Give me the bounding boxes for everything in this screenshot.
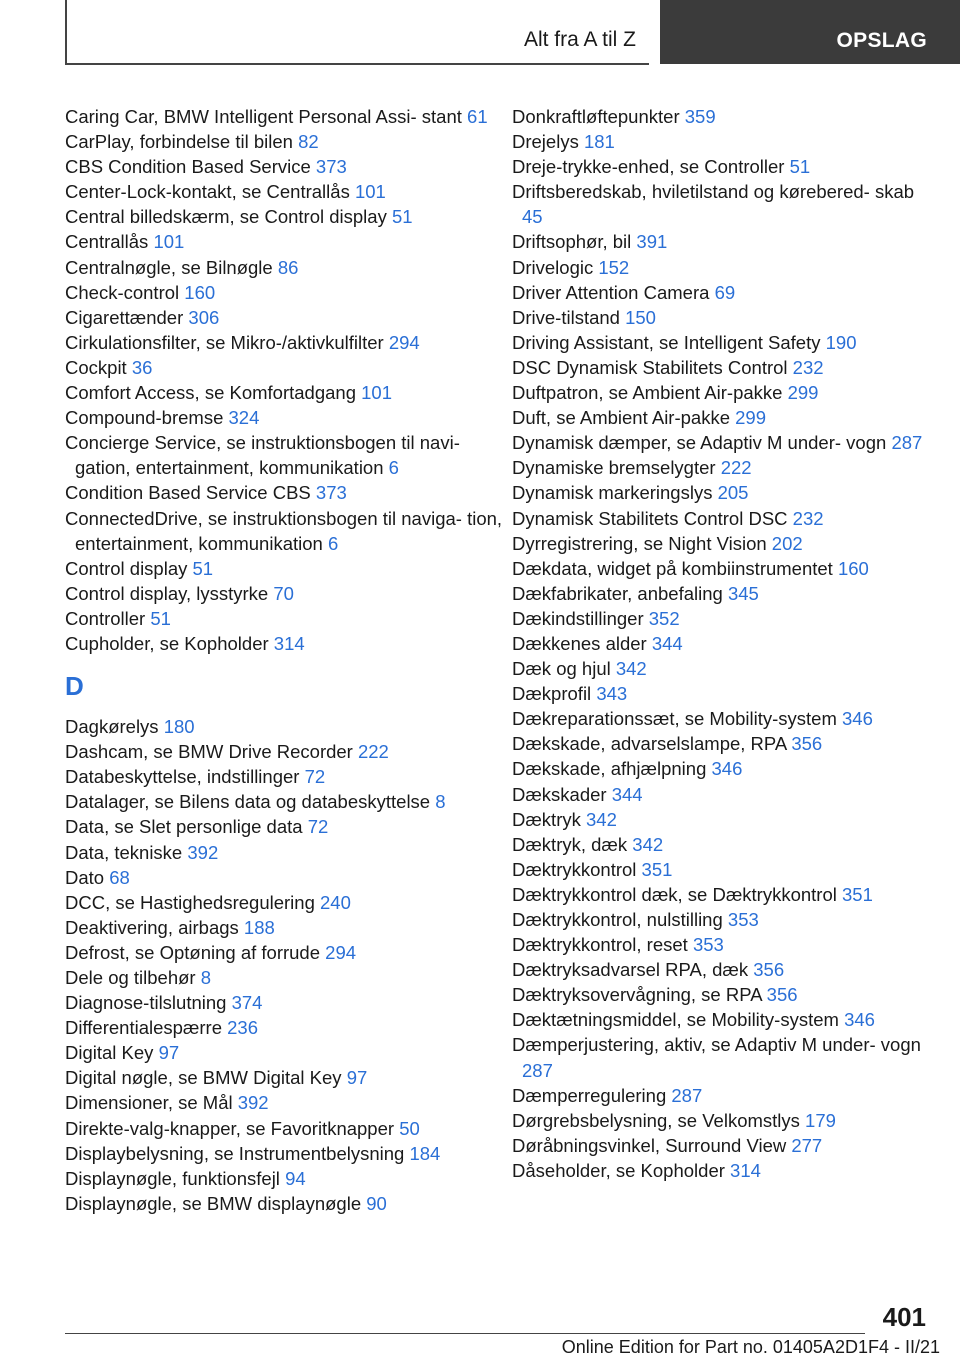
index-entry-page-link[interactable]: 69 xyxy=(714,281,736,303)
index-entry-page-link[interactable]: 314 xyxy=(730,1159,761,1181)
index-entry-term: CarPlay, forbindelse til bilen xyxy=(65,131,293,153)
index-entry-page-link[interactable]: 51 xyxy=(150,607,171,629)
index-entry xyxy=(512,506,932,531)
index-entry-term: Dele og tilbehør xyxy=(65,967,196,988)
index-entry-term: Direkte-valg-knapper, se Favoritknapper xyxy=(65,1117,395,1139)
index-entry-term: Diagnose-tilslutning xyxy=(65,992,227,1014)
index-entry-page-link[interactable]: 356 xyxy=(766,984,798,1006)
index-entry-page-link[interactable]: 353 xyxy=(692,934,724,956)
index-entry-term: Dæktrykkontrol, nulstilling xyxy=(512,909,723,930)
index-entry xyxy=(65,1191,505,1216)
index-entry-page-link[interactable]: 179 xyxy=(805,1109,836,1131)
index-entry-page-link[interactable]: 86 xyxy=(277,256,299,278)
index-entry xyxy=(65,255,505,280)
index-entry-term: Control display xyxy=(65,557,188,579)
index-entry-term: Dashcam, se BMW Drive Recorder xyxy=(65,741,353,763)
index-entry xyxy=(512,1108,932,1133)
index-entry-page-link[interactable]: 356 xyxy=(791,733,823,755)
index-entry xyxy=(65,915,505,940)
index-entry-term: Dæktætningsmiddel, se Mobility-system xyxy=(512,1009,839,1031)
index-entry-page-link[interactable]: 351 xyxy=(842,883,873,905)
index-entry-page-link[interactable]: 101 xyxy=(354,181,386,203)
index-entry-page-link[interactable]: 188 xyxy=(243,916,275,938)
index-entry-term: Dækreparationssæt, se Mobility-system xyxy=(512,708,837,730)
index-entry-term: Duft, se Ambient Air-pakke xyxy=(512,407,730,429)
index-entry xyxy=(65,154,505,179)
index-entry-page-link[interactable]: 306 xyxy=(188,306,220,328)
index-entry-page-link[interactable]: 277 xyxy=(791,1134,823,1156)
header-line-left xyxy=(65,0,67,64)
index-entry-term: Drivelogic xyxy=(512,256,594,278)
index-entry xyxy=(512,882,932,907)
index-entry-page-link[interactable]: 346 xyxy=(842,708,873,730)
index-entry-page-link[interactable]: 345 xyxy=(727,582,759,604)
index-entry-page-link[interactable]: 8 xyxy=(435,791,446,813)
header-chapter-tab[interactable]: OPSLAG xyxy=(660,0,960,64)
index-entry-page-link[interactable]: 51 xyxy=(789,156,811,178)
index-entry-page-link[interactable]: 373 xyxy=(315,156,347,178)
index-entry xyxy=(65,506,505,556)
index-entry xyxy=(512,455,932,480)
index-entry-page-link[interactable]: 359 xyxy=(684,106,716,127)
index-entry-term: Check-control xyxy=(65,281,180,303)
index-entry xyxy=(65,1166,505,1191)
index-entry-page-link[interactable]: 101 xyxy=(361,382,393,404)
index-entry-term: Controller xyxy=(65,607,146,629)
index-entry-term: Center-Lock-kontakt, se Centrallås xyxy=(65,181,350,203)
index-entry xyxy=(65,606,505,631)
index-entry-term: Dækindstillinger xyxy=(512,607,644,629)
index-entry xyxy=(512,982,932,1007)
index-entry-page-link[interactable]: 342 xyxy=(586,808,617,830)
index-entry xyxy=(512,531,932,556)
index-entry-page-link[interactable]: 299 xyxy=(735,407,767,429)
index-entry-page-link[interactable]: 240 xyxy=(320,891,351,913)
index-entry-term: Dækfabrikater, anbefaling xyxy=(512,582,723,604)
index-entry-term: Caring Car, BMW Intelligent Personal Assi- stant xyxy=(65,106,462,127)
index-entry-term: Dimensioner, se Mål xyxy=(65,1092,233,1114)
index-entry-term: Drejelys xyxy=(512,131,579,153)
index-entry-page-link[interactable]: 343 xyxy=(596,683,628,705)
index-entry xyxy=(65,714,505,739)
index-entry xyxy=(512,129,932,154)
index-entry xyxy=(65,229,505,254)
index-entry xyxy=(512,380,932,405)
index-entry xyxy=(512,280,932,305)
index-entry-page-link[interactable]: 346 xyxy=(844,1009,875,1031)
index-entry-page-link[interactable]: 97 xyxy=(158,1042,180,1064)
index-entry-term: Dæktryk, dæk xyxy=(512,833,628,855)
index-column-right xyxy=(512,104,932,1183)
index-entry xyxy=(65,990,505,1015)
index-entry-term: Centrallås xyxy=(65,231,149,253)
index-entry-page-link[interactable]: 287 xyxy=(671,1084,703,1106)
index-entry-page-link[interactable]: 324 xyxy=(228,407,260,429)
index-entry xyxy=(65,940,505,965)
index-entry xyxy=(512,681,932,706)
index-entry xyxy=(512,581,932,606)
index-entry xyxy=(512,731,932,756)
index-entry-page-link[interactable]: 6 xyxy=(388,457,399,479)
index-entry-page-link[interactable]: 287 xyxy=(522,1059,553,1081)
index-entry-page-link[interactable]: 294 xyxy=(325,941,357,963)
index-entry-term: Dækskade, afhjælpning xyxy=(512,758,707,780)
index-entry xyxy=(512,656,932,681)
index-entry-term: Døråbningsvinkel, Surround View xyxy=(512,1134,787,1156)
index-entry-term: Driver Attention Camera xyxy=(512,281,710,303)
index-entry xyxy=(65,480,505,505)
index-entry-term: Dreje-trykke-enhed, se Controller xyxy=(512,156,785,178)
index-entry-page-link[interactable]: 352 xyxy=(648,607,680,629)
index-entry xyxy=(65,1090,505,1115)
index-entry-term: Dækkenes alder xyxy=(512,632,647,654)
index-entry xyxy=(512,355,932,380)
index-entry-page-link[interactable]: 82 xyxy=(298,131,319,153)
index-entry-term: Dato xyxy=(65,866,105,888)
index-entry-page-link[interactable]: 160 xyxy=(184,281,216,303)
index-entry-page-link[interactable]: 180 xyxy=(163,716,195,738)
index-entry-term: Dynamisk Stabilitets Control DSC xyxy=(512,507,788,529)
index-entry-term: Compound-bremse xyxy=(65,407,224,429)
index-entry-page-link[interactable]: 97 xyxy=(346,1067,368,1089)
index-entry-page-link[interactable]: 353 xyxy=(727,909,759,930)
index-entry xyxy=(65,1065,505,1090)
index-entry xyxy=(512,104,932,129)
index-entry xyxy=(65,405,505,430)
index-entry-page-link[interactable]: 287 xyxy=(891,432,923,454)
index-entry xyxy=(65,739,505,764)
index-entry-term: Displaynøgle, se BMW displaynøgle xyxy=(65,1192,362,1214)
index-entry-page-link[interactable]: 299 xyxy=(787,382,819,404)
index-entry-term: Data, se Slet personlige data xyxy=(65,816,303,838)
index-entry-term: Dækprofil xyxy=(512,683,592,705)
index-entry xyxy=(65,204,505,229)
index-entry-term: Concierge Service, se instruktionsbogen til navi- gation, entertainment, kommunikation xyxy=(65,432,460,479)
index-entry-page-link[interactable]: 68 xyxy=(109,866,130,888)
index-entry xyxy=(512,330,932,355)
index-entry xyxy=(65,631,505,656)
index-entry xyxy=(65,330,505,355)
index-entry-term: Cockpit xyxy=(65,356,127,378)
index-entry-term: Dæktrykkontrol xyxy=(512,858,637,880)
index-entry-page-link[interactable]: 202 xyxy=(771,532,803,554)
index-entry-term: Dæmperjustering, aktiv, se Adaptiv M under- vogn xyxy=(512,1034,921,1056)
index-entry-term: Displaybelysning, se Instrumentbelysning xyxy=(65,1142,405,1164)
index-entry-page-link[interactable]: 222 xyxy=(720,457,752,479)
page-number: 401 xyxy=(882,1302,926,1332)
index-entry-term: DCC, se Hastighedsregulering xyxy=(65,891,315,913)
index-entry-term: Central billedskærm, se Control display xyxy=(65,206,387,228)
index-entry-page-link[interactable]: 392 xyxy=(187,841,219,863)
index-entry xyxy=(65,1040,505,1065)
index-entry-page-link[interactable]: 391 xyxy=(636,231,668,253)
index-entry xyxy=(512,1133,932,1158)
index-entry xyxy=(512,556,932,581)
index-entry xyxy=(512,255,932,280)
index-entry xyxy=(65,840,505,865)
index-entry-term: Cirkulationsfilter, se Mikro-/aktivkulfilter xyxy=(65,331,384,353)
index-entry-term: Dæktrykkontrol, reset xyxy=(512,934,688,956)
index-entry-term: Databeskyttelse, indstillinger xyxy=(65,766,300,788)
index-entry xyxy=(65,865,505,890)
index-entry xyxy=(65,179,505,204)
index-entry-term: Driftsberedskab, hviletilstand og kørebered- skab xyxy=(512,181,915,203)
index-entry-page-link[interactable]: 72 xyxy=(307,816,329,838)
index-entry-page-link[interactable]: 232 xyxy=(792,356,824,378)
index-entry-page-link[interactable]: 356 xyxy=(753,959,785,981)
index-entry xyxy=(512,305,932,330)
index-entry-term: Dynamisk dæmper, se Adaptiv M under- vogn xyxy=(512,432,887,454)
index-entry-page-link[interactable]: 346 xyxy=(711,758,743,780)
index-entry-page-link[interactable]: 70 xyxy=(273,582,294,604)
index-entry-term: Dørgrebsbelysning, se Velkomstlys xyxy=(512,1109,800,1131)
index-entry-term: Centralnøgle, se Bilnøgle xyxy=(65,256,273,278)
index-entry-term: Dynamisk markeringslys xyxy=(512,482,713,504)
index-entry-page-link[interactable]: 342 xyxy=(632,833,664,855)
index-entry-term: Drive-tilstand xyxy=(512,306,620,328)
index-entry-page-link[interactable]: 51 xyxy=(192,557,214,579)
index-entry xyxy=(512,1032,932,1082)
index-entry xyxy=(512,1007,932,1032)
index-entry xyxy=(65,965,505,990)
index-letter-heading: D xyxy=(65,671,84,702)
index-entry-page-link[interactable]: 45 xyxy=(522,206,543,228)
footer-edition: Online Edition for Part no. 01405A2D1F4 - II/21 xyxy=(561,1337,940,1357)
index-entry xyxy=(512,782,932,807)
index-entry-page-link[interactable]: 184 xyxy=(409,1142,441,1164)
index-entry xyxy=(512,706,932,731)
index-entry-term: Cigarettænder xyxy=(65,306,184,328)
index-entry-term: Deaktivering, airbags xyxy=(65,916,239,938)
index-entry xyxy=(65,1116,505,1141)
index-entry xyxy=(512,907,932,932)
index-entry-page-link[interactable]: 94 xyxy=(285,1167,306,1189)
index-entry xyxy=(512,807,932,832)
index-entry xyxy=(65,814,505,839)
index-entry xyxy=(512,957,932,982)
index-entry-page-link[interactable]: 6 xyxy=(327,532,339,554)
index-entry xyxy=(65,789,505,814)
index-entry xyxy=(512,430,932,455)
index-entry-page-link[interactable]: 160 xyxy=(837,557,869,579)
index-entry-term: Dæktryksovervågning, se RPA xyxy=(512,984,762,1006)
index-entry-term: Digital nøgle, se BMW Digital Key xyxy=(65,1067,342,1089)
index-entry-term: Dæktryk xyxy=(512,808,581,830)
index-entry xyxy=(65,581,505,606)
index-entry-term: Comfort Access, se Komfortadgang xyxy=(65,382,356,404)
index-entry-page-link[interactable]: 36 xyxy=(131,356,153,378)
index-entry-term: Dæmperregulering xyxy=(512,1084,667,1106)
index-entry xyxy=(512,606,932,631)
index-entry xyxy=(512,756,932,781)
index-entry-term: Control display, lysstyrke xyxy=(65,582,269,604)
index-entry-page-link[interactable]: 152 xyxy=(598,256,630,278)
index-entry xyxy=(65,129,505,154)
index-entry xyxy=(512,229,932,254)
index-entry-page-link[interactable]: 344 xyxy=(611,783,643,805)
index-entry-term: Duftpatron, se Ambient Air-pakke xyxy=(512,382,783,404)
index-entry xyxy=(65,1015,505,1040)
index-entry-page-link[interactable]: 294 xyxy=(388,331,420,353)
index-entry-term: Dåseholder, se Kopholder xyxy=(512,1159,725,1181)
index-entry-page-link[interactable]: 50 xyxy=(399,1117,420,1139)
index-entry xyxy=(65,380,505,405)
index-entry-page-link[interactable]: 150 xyxy=(625,306,656,328)
index-entry-page-link[interactable]: 8 xyxy=(200,967,212,988)
index-entry-term: Displaynøgle, funktionsfejl xyxy=(65,1167,280,1189)
index-entry xyxy=(65,764,505,789)
header-line-bottom xyxy=(65,63,649,65)
index-entry-term: DSC Dynamisk Stabilitets Control xyxy=(512,356,788,378)
index-entry-term: Defrost, se Optøning af forrude xyxy=(65,941,321,963)
index-entry-term: Digital Key xyxy=(65,1042,154,1064)
index-entry-term: Cupholder, se Kopholder xyxy=(65,632,269,654)
index-entry-page-link[interactable]: 72 xyxy=(304,766,326,788)
index-entry xyxy=(512,1158,932,1183)
index-entry-page-link[interactable]: 222 xyxy=(357,741,389,763)
index-entry-page-link[interactable]: 374 xyxy=(231,992,263,1014)
index-entry-term: Datalager, se Bilens data og databeskyttelse xyxy=(65,791,431,813)
header-section-title: Alt fra A til Z xyxy=(523,28,636,51)
index-entry-term: Driving Assistant, se Intelligent Safety xyxy=(512,331,821,353)
index-entry-term: Condition Based Service CBS xyxy=(65,482,311,504)
index-entry xyxy=(512,480,932,505)
index-entry xyxy=(65,305,505,330)
index-entry xyxy=(512,179,932,229)
index-entry-term: Dynamiske bremselygter xyxy=(512,457,716,479)
index-entry xyxy=(65,104,505,129)
index-entry-page-link[interactable]: 351 xyxy=(641,858,673,880)
index-entry-page-link[interactable]: 181 xyxy=(583,131,615,153)
index-entry-page-link[interactable]: 232 xyxy=(792,507,824,529)
index-entry-page-link[interactable]: 190 xyxy=(825,331,857,353)
index-entry-page-link[interactable]: 373 xyxy=(315,482,347,504)
index-entry-term: Donkraftløftepunkter xyxy=(512,106,680,127)
index-entry-page-link[interactable]: 344 xyxy=(651,632,683,654)
index-entry-page-link[interactable]: 205 xyxy=(717,482,749,504)
index-entry-term: Dækdata, widget på kombiinstrumentet xyxy=(512,557,833,579)
index-entry-term: Differentialespærre xyxy=(65,1017,222,1039)
index-entry-page-link[interactable]: 101 xyxy=(153,231,185,253)
index-entry-term: Driftsophør, bil xyxy=(512,231,632,253)
index-entry-page-link[interactable]: 392 xyxy=(237,1092,269,1114)
index-entry-term: Dæktrykkontrol dæk, se Dæktrykkontrol xyxy=(512,883,837,905)
index-entry xyxy=(512,405,932,430)
index-entry-term: Data, tekniske xyxy=(65,841,183,863)
index-entry-term: Dækskader xyxy=(512,783,607,805)
index-entry xyxy=(65,1141,505,1166)
index-entry xyxy=(512,832,932,857)
index-entry xyxy=(65,556,505,581)
index-entry xyxy=(65,890,505,915)
index-entry-term: Dækskade, advarselslampe, RPA xyxy=(512,733,787,755)
index-entry-term: ConnectedDrive, se instruktionsbogen til naviga- tion, entertainment, kommunikation xyxy=(65,507,503,554)
index-column-left xyxy=(65,104,505,1216)
index-entry xyxy=(512,932,932,957)
index-entry-page-link[interactable]: 51 xyxy=(391,206,413,228)
index-entry xyxy=(512,631,932,656)
index-entry xyxy=(512,154,932,179)
index-entry xyxy=(512,1083,932,1108)
index-entry-page-link[interactable]: 236 xyxy=(227,1017,258,1039)
index-entry-page-link[interactable]: 61 xyxy=(467,106,488,127)
index-entry-page-link[interactable]: 342 xyxy=(615,658,647,680)
index-entry-term: Dæk og hjul xyxy=(512,658,611,680)
index-entry-term: CBS Condition Based Service xyxy=(65,156,311,178)
index-entry-page-link[interactable]: 90 xyxy=(366,1192,387,1214)
index-entry xyxy=(65,355,505,380)
index-entry xyxy=(65,430,505,480)
index-entry-term: Dyrregistrering, se Night Vision xyxy=(512,532,767,554)
index-entry xyxy=(512,857,932,882)
index-entry-term: Dæktryksadvarsel RPA, dæk xyxy=(512,959,749,981)
index-entry-page-link[interactable]: 314 xyxy=(273,632,305,654)
index-entry-term: Dagkørelys xyxy=(65,716,159,738)
index-entry xyxy=(65,280,505,305)
footer-line xyxy=(65,1333,865,1334)
